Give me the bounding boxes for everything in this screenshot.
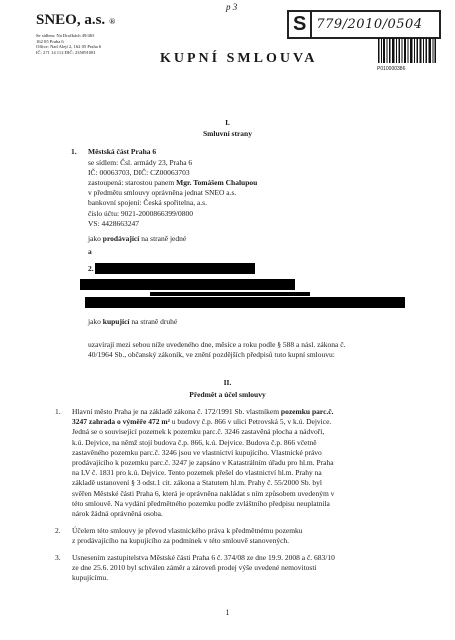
item-line: Účelem této smlouvy je převod vlastnického práva k předmětnému pozemku bbox=[72, 526, 303, 535]
item-number: 3. bbox=[55, 553, 61, 562]
redaction-bar bbox=[95, 263, 255, 274]
registered-mark: ® bbox=[109, 17, 116, 26]
intro-line: uzavírají mezi sebou níže uvedeného dne, měsíce a roku podle § 588 a násl. zákona č. bbox=[88, 340, 346, 349]
page-number: 1 bbox=[225, 608, 230, 617]
barcode-icon bbox=[378, 38, 436, 63]
party-name: Městská část Praha 6 bbox=[88, 147, 157, 156]
signature-mark: p 3 bbox=[226, 2, 238, 12]
stamp-letter: S bbox=[289, 12, 312, 37]
redaction-bar bbox=[85, 297, 405, 308]
company-address-line: Se sídlem: Na Dračkách 49/465 bbox=[36, 33, 95, 38]
item-line: této smlouvě. Na vydání předmětného pozemku podle zvláštního předpisu neuplatnila bbox=[72, 498, 330, 508]
document-title: KUPNÍ SMLOUVA bbox=[160, 51, 318, 66]
section-title: Smluvní strany bbox=[203, 129, 252, 138]
party-detail-line: bankovní spojení: Česká spořitelna, a.s. bbox=[88, 198, 207, 208]
item-line: základě ustanovení § 3 odst.1 cit. zákona a Statutem hl.m. Prahy č. 55/2000 Sb. byl bbox=[72, 478, 322, 488]
party-index: 1. bbox=[71, 147, 77, 156]
item-line: prodávajícího k pozemku parc.č. 3247 je zapsáno v Katastrálním úřadu pro hl.m. Praha bbox=[72, 458, 334, 467]
item-line: z prodávajícího na kupujícího za podmínek v této smlouvě stanovených. bbox=[72, 536, 290, 546]
conjunction: a bbox=[88, 247, 92, 256]
item-line: zastavěného pozemku parc.č. 3246 jsou ve vlastnictví kupujícího. Vlastnické právo bbox=[72, 447, 322, 457]
party-detail-line: v předmětu smlouvy oprávněna jednat SNEO a.s. bbox=[88, 188, 237, 198]
company-address-line: IČ: 271 14 112 DIČ: 235091081 bbox=[36, 49, 96, 55]
party-detail-line: se sídlem: Čsl. armády 23, Praha 6 bbox=[88, 157, 193, 167]
party-role: jako prodávající na straně jedné bbox=[88, 234, 187, 243]
item-line: na LV č. 1831 pro k.ú. Dejvice. Tento pozemek přešel do vlastnictví hl.m. Prahy na bbox=[72, 468, 322, 478]
party-index: 2. bbox=[88, 264, 94, 273]
item-line: Hlavní město Praha je na základě zákona č. 172/1991 Sb. vlastníkem pozemku parc.č. bbox=[72, 407, 334, 416]
item-line: nárok žádná oprávněná osoba. bbox=[72, 509, 163, 518]
section-number: II. bbox=[223, 378, 232, 387]
item-line: Usnesením zastupitelstva Městské části Praha 6 č. 374/08 ze dne 19.9. 2008 a č. 683/10 bbox=[72, 553, 335, 562]
stamp-number: 779/2010/0504 bbox=[316, 17, 423, 32]
party-detail-line: IČ: 00063703, DIČ: CZ00063703 bbox=[88, 167, 190, 177]
item-line: svěřen Městské části Praha 6, která je oprávněna nakládat s ním způsobem uvedeným v bbox=[72, 488, 335, 498]
item-number: 2. bbox=[55, 526, 61, 535]
redaction-bar bbox=[80, 279, 295, 290]
company-name: SNEO, a.s. ® bbox=[36, 12, 116, 28]
item-line: k.ú. Dejvice, na němž stojí budova č.p. 866, k.ú. Dejvice. Budova č.p. 866 včetně bbox=[72, 437, 317, 447]
item-line: 3247 zahrada o výměře 472 m² u budovy č.p. 866 v ulici Petrovská 5, v k.ú. Dejvice. bbox=[72, 417, 332, 427]
representative-name: Mgr. Tomášem Chalupou bbox=[176, 177, 258, 187]
company-address-line: 162 05 Praha 6 bbox=[36, 38, 64, 44]
company-address-line: Office: Nad Alejí 2, 162 05 Praha 6 bbox=[36, 44, 102, 50]
party-role: jako kupující na straně druhé bbox=[88, 317, 178, 326]
intro-line: 40/1964 Sb., občanský zákoník, ve znění pozdějších předpisů tuto kupní smlouvu: bbox=[88, 350, 335, 360]
party-representative-line: zastoupená: starostou panem Mgr. Tomášem Chalupou bbox=[88, 177, 258, 187]
barcode-bars bbox=[378, 38, 436, 63]
party-detail-line: VS: 4428663247 bbox=[88, 218, 140, 228]
barcode-label: P010000386 bbox=[377, 66, 406, 72]
registration-stamp bbox=[287, 10, 441, 39]
redaction-bar bbox=[150, 292, 310, 296]
section-number: I. bbox=[225, 118, 230, 127]
item-line: ze dne 25.6. 2010 byl schválen záměr a zároveň prodej výše uvedené nemovitosti bbox=[72, 563, 317, 573]
section-title: Předmět a účel smlouvy bbox=[189, 390, 266, 399]
item-line: kupujícímu. bbox=[72, 573, 109, 583]
party-detail-line: číslo účtu: 9021-2000866399/0800 bbox=[88, 208, 193, 218]
item-line: Jedná se o související pozemek k pozemku parc.č. 3246 zastavěná plocha a nádvoří, bbox=[72, 427, 325, 437]
item-number: 1. bbox=[55, 407, 61, 416]
